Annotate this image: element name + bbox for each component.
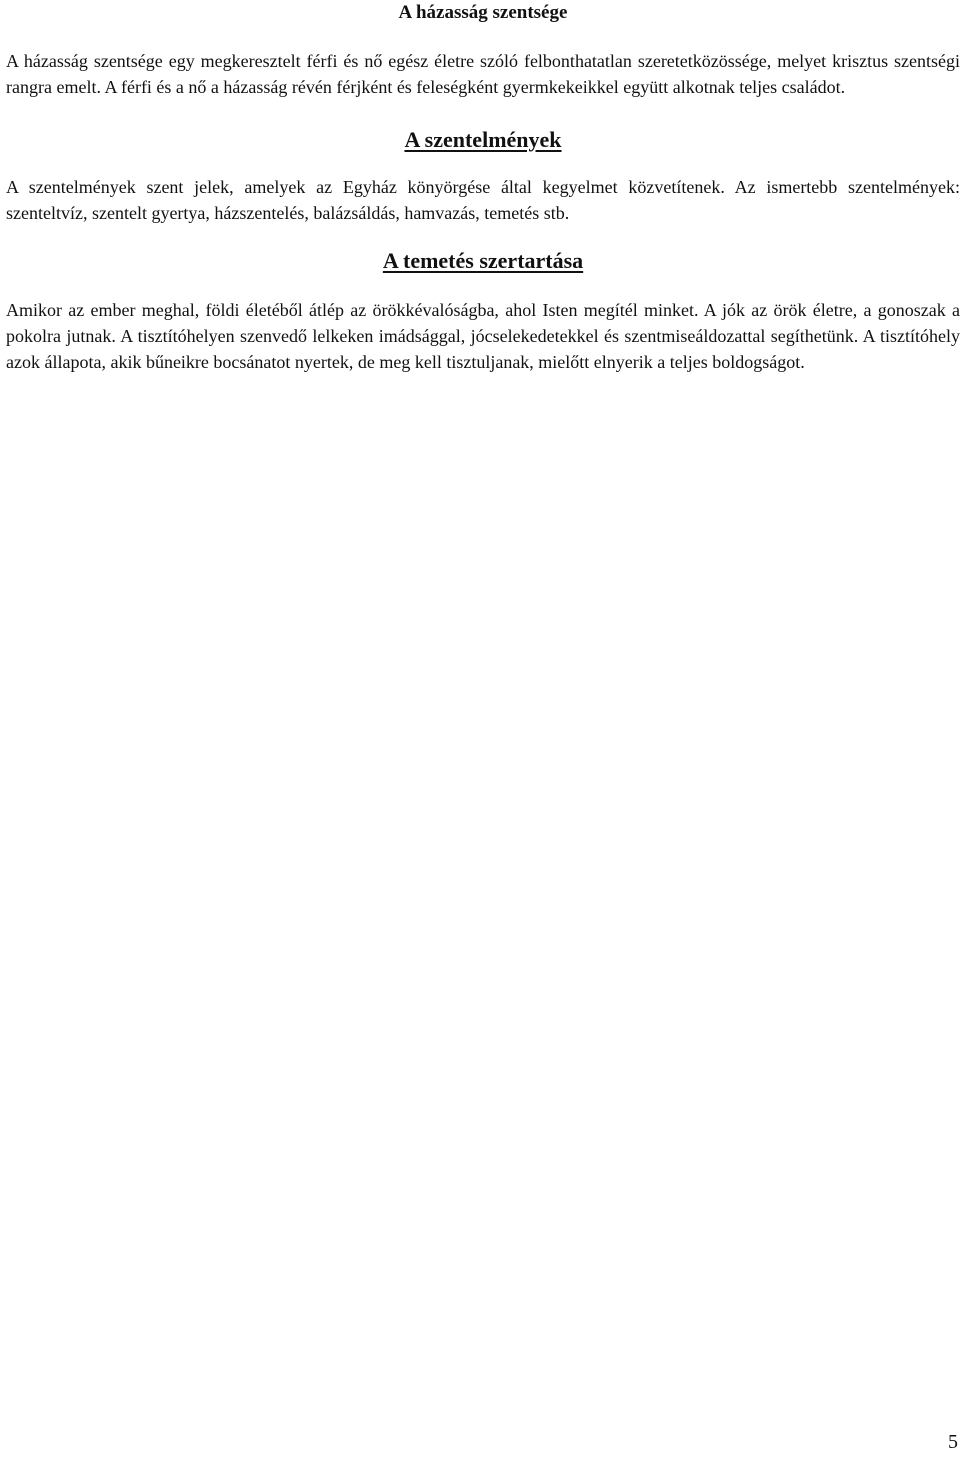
paragraph-sacramentals: A szentelmények szent jelek, amelyek az Egyház könyörgése által kegyelmet közvetítenek. Az ismertebb szentelmények: szenteltvíz, szentelt gyertya, házszentelés, balázsáldás, hamvazás, temetés stb. [6, 177, 960, 223]
paragraph-marriage: A házasság szentsége egy megkeresztelt férfi és nő egész életre szóló felbonthatatlan szeretetközössége, melyet krisztus szentségi rangra emelt. A férfi és a nő a házasság révén férjként és feleségként gyermkekeikkel együtt alkotnak teljes családot. [6, 51, 960, 97]
page-title: A házasság szentsége [398, 2, 568, 23]
page-number: 5 [948, 1431, 958, 1453]
heading-funeral-rite: A temetés szertartása [382, 248, 584, 273]
paragraph-funeral-rite: Amikor az ember meghal, földi életéből átlép az örökkévalóságba, ahol Isten megítél minket. A jók az örök életre, a gonoszak a pokolra jutnak. A tisztítóhelyen szenvedő lelkeken imádsággal, jócselekedetekkel és szentmiseáldozattal segíthetünk. A tisztítóhely azok állapota, akik bűneikre bocsánatot nyertek, de meg kell tisztuljanak, mielőtt elnyerik a teljes boldogságot. [6, 300, 960, 372]
heading-sacramentals: A szentelmények [404, 127, 562, 152]
document-page [6, 0, 960, 375]
